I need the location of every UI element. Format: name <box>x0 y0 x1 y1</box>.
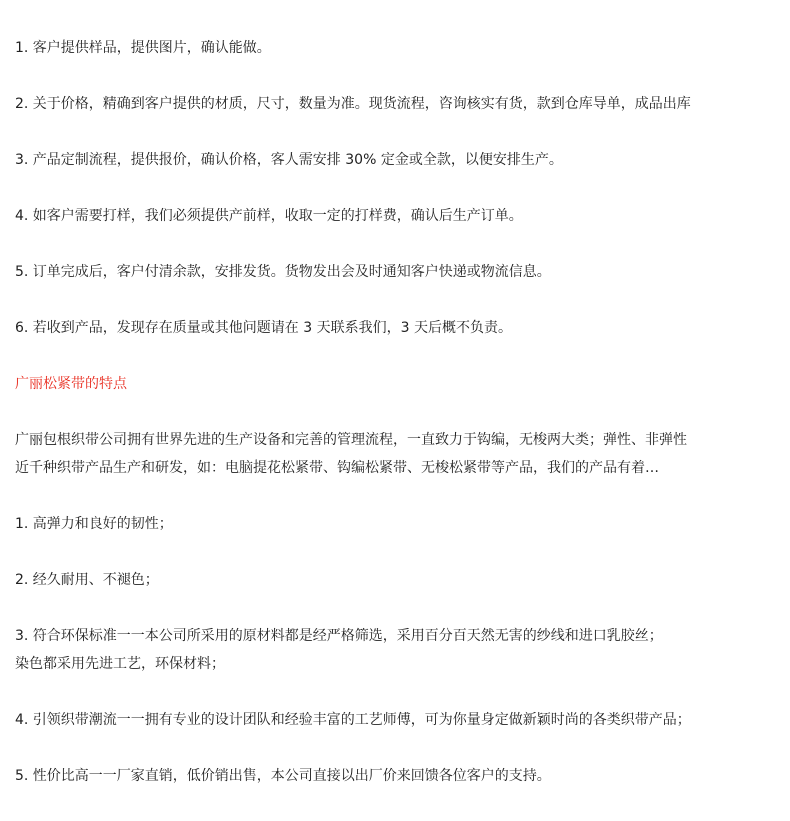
intro-line-2: 近千种织带产品生产和研发，如：电脑提花松紧带、钩编松紧带、无梭松紧带等产品，我们的产品有着… <box>15 460 659 476</box>
feature-5: 5. 性价比高一一厂家直销，低价销出售，本公司直接以出厂价来回馈各位客户的支持。 <box>15 768 551 784</box>
order-step-3: 3. 产品定制流程，提供报价，确认价格，客人需安排 30% 定金或全款，以便安排生产。 <box>15 152 563 168</box>
feature-2: 2. 经久耐用、不褪色； <box>15 572 159 588</box>
feature-3: 3. 符合环保标准一一本公司所采用的原材料都是经严格筛选，采用百分百天然无害的纱线和进口乳胶丝； <box>15 628 663 644</box>
order-step-2: 2. 关于价格，精确到客户提供的材质，尺寸，数量为准。现货流程，咨询核实有货，款到仓库导单，成品出库 <box>15 96 691 112</box>
feature-4: 4. 引领织带潮流一一拥有专业的设计团队和经验丰富的工艺师傅，可为你量身定做新颖时尚的各类织带产品； <box>15 712 691 728</box>
features-heading: 广丽松紧带的特点 <box>15 376 127 392</box>
order-step-5: 5. 订单完成后，客户付清余款，安排发货。货物发出会及时通知客户快递或物流信息。 <box>15 264 551 280</box>
intro-line-1: 广丽包根织带公司拥有世界先进的生产设备和完善的管理流程，一直致力于钩编，无梭两大类；弹性、非弹性 <box>15 432 687 448</box>
order-step-1: 1. 客户提供样品，提供图片，确认能做。 <box>15 40 271 56</box>
feature-1: 1. 高弹力和良好的韧性； <box>15 516 173 532</box>
order-step-4: 4. 如客户需要打样，我们必须提供产前样，收取一定的打样费，确认后生产订单。 <box>15 208 523 224</box>
feature-3-continued: 染色都采用先进工艺，环保材料； <box>15 656 225 672</box>
order-step-6: 6. 若收到产品，发现存在质量或其他问题请在 3 天联系我们，3 天后概不负责。 <box>15 320 512 336</box>
